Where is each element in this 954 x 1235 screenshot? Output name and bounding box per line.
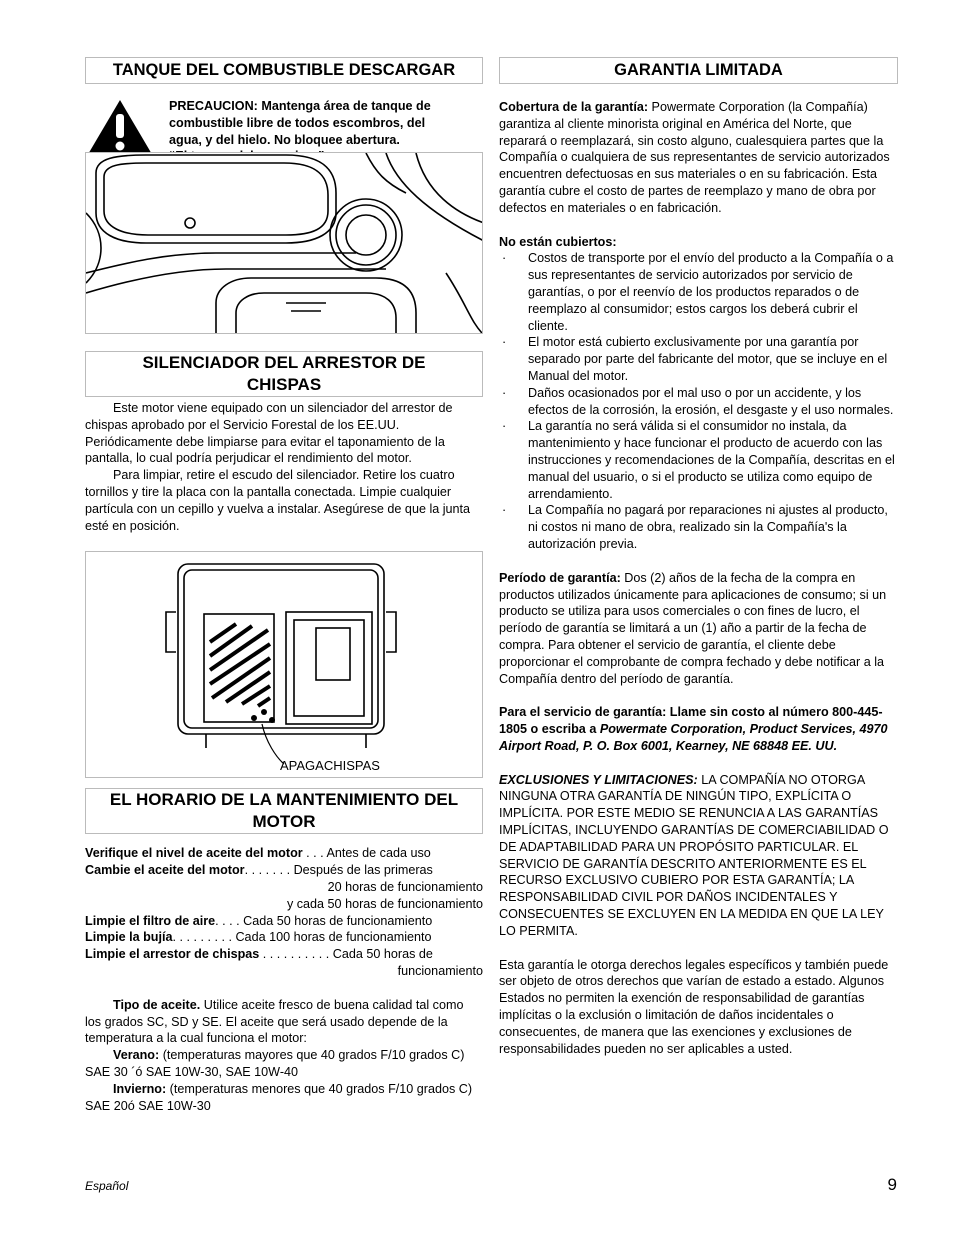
spark-arrestor-heading [85,351,483,397]
schedule-row-spark-plug: Limpie la bujía. . . . . . . . . Cada 100 horas de funcionamiento [85,930,432,945]
page-number: 9 [887,1175,897,1194]
maintenance-schedule [85,845,483,979]
not-covered-item-3: · Daños ocasionados por el mal uso o por un accidente, y los efectos de la corrosión, la erosión, el desgaste y el uso normales. [502,385,894,417]
schedule-row-spark-arrestor: Limpie el arrestor de chispas . . . . . . . . . . Cada 50 horas de [85,947,433,962]
not-covered-item-1: · Costos de transporte por el envío del producto a la Compañía o a sus representantes de servicio autorizados por servicio de garantías, o por el reenvío de los productos reparados o de reemplazo al consumidor; estos cargos los deberá cubrir el cliente. [502,251,894,333]
footer-language: Español [85,1179,129,1193]
oil-type-section [85,997,483,1115]
winter-oil-paragraph: Invierno: (temperaturas menores que 40 grados F/10 grados C) SAE 20ó SAE 10W-30 [85,1081,473,1113]
left-column [85,57,483,1114]
warranty-coverage-paragraph: Cobertura de la garantía: Powermate Corporation (la Compañía) garantiza al cliente minorista original en América del Norte, que reparará o reemplazará, sin costo alguno, cualesquiera partes que la Compañía o cualquiera de sus representantes de servicio autorizados encuentren defectuosas en sus materiales o en su fabricación. Esta garantía cubre el costo de partes de reemplazo y mano de obra por defectos en materiales o en fabricación. [499,100,890,215]
warranty-heading: GARANTIA LIMITADA [499,57,898,84]
caution-line-2: combustible libre de todos escombros, del [169,115,426,130]
spark-arrestor-figure-label: APAGACHISPAS [280,758,380,774]
spark-arrestor-paragraph-1: Este motor viene equipado con un silenciador del arrestor de chispas aprobado por el Servicio Forestal de los EE.UU. Periódicamente debe limpiarse para evitar el taponamiento de la pantalla, lo cual podría perjudicar el rendimiento del motor. [85,401,453,466]
exclusions-paragraph: EXCLUSIONES Y LIMITACIONES: LA COMPAÑÍA NO OTORGA NINGUNA OTRA GARANTÍA DE NINGÚN TIPO, EXPLÍCITA O IMPLÍCITA. POR ESTE MEDIO SE RENUNCIA A LAS GARANTÍAS IMPLÍCITAS, INCLUYENDO GARANTÍAS DE COMERCIABILIDAD O DE ADAPTABILIDAD PARA UN PROPÓSITO PARTICULAR. EL SERVICIO DE GARANTÍA DESCRITO ANTERIORMENTE ES EL RECURSO EXCLUSIVO CUBIERO POR ESTA GARANTÍA; LA RESPONSABILIDAD CIVIL POR DAÑOS INCIDENTALES Y CONSECUENTES SE EXCLUYEN EN LA MEDIDA EN QUE LA LEY LO PERMITA. [499,772,889,938]
right-column [499,57,898,1057]
warranty-period-paragraph: Período de garantía: Dos (2) años de la fecha de la compra en productos utilizados únicamente para aplicaciones de consumo; si un producto se utiliza para usos comerciales o con fines de lucro, el período de garantía se limitará a un (1) año a partir de la fecha de compra. Para obtener el servicio de garantía, el cliente debe proporcionar el comprobante de compra fechado y debe notificar a la Compañía dentro del período de garantía. [499,570,887,686]
spark-arrestor-figure [85,551,483,778]
schedule-row-spark-arrestor-line-2: funcionamiento [397,963,483,978]
maintenance-heading-line-2: MOTOR [252,812,316,832]
summer-oil-paragraph: Verano: (temperaturas mayores que 40 grados F/10 grados C) SAE 30 ´ó SAE 10W-30, SAE 10W-40 [85,1048,465,1079]
not-covered-label: No están cubiertos: [499,234,617,249]
spark-arrestor-heading-line-1: SILENCIADOR DEL ARRESTOR DE [142,353,426,372]
fuel-tank-figure [85,152,483,334]
schedule-row-oil-change-line-2: 20 horas de funcionamiento [327,879,483,894]
spark-arrestor-heading-line-2: CHISPAS [246,375,322,394]
maintenance-heading [85,788,483,834]
schedule-row-air-filter: Limpie el filtro de aire. . . . Cada 50 horas de funcionamiento [85,913,433,928]
fuel-tank-heading: TANQUE DEL COMBUSTIBLE DESCARGAR [85,57,483,84]
oil-type-paragraph: Tipo de aceite. Utilice aceite fresco de buena calidad tal como los grados SC, SD y SE. El aceite que será usado depende de la temperatura a la cual funciona el motor: [85,997,464,1046]
not-covered-item-4: · La garantía no será válida si el consumidor no instala, da mantenimiento y hace funcionar el producto de acuerdo con las instrucciones y recomendaciones de la Compañía, descritas en el manual del usuario, o si el producto se utiliza como equipo de arrendamiento. [502,419,895,501]
schedule-row-oil-change: Cambie el aceite del motor. . . . . . . Después de las primeras [85,863,433,878]
schedule-row-oil-change-line-3: y cada 50 horas de funcionamiento [286,896,483,911]
schedule-row-oil-check: Verifique el nivel de aceite del motor . . . Antes de cada uso [85,846,431,861]
warranty-service-paragraph: Para el servicio de garantía: Llame sin costo al número 800-445-1805 o escriba a Powermate Corporation, Product Services, 4970 Airport Road, P. O. Box 6001, Kearney, NE 68848 EE. UU. [499,705,888,753]
not-covered-item-2: · El motor está cubierto exclusivamente por una garantía por separado por parte del fabricante del motor, que se incluye en el Manual del motor. [502,335,888,383]
spark-arrestor-paragraph-2: Para limpiar, retire el escudo del silenciador. Retire los cuatro tornillos y tire la placa con la pantalla conectada. Limpie cualquier partícula con un cepillo y vuelva a instalar. Asegúrese de que la junta esté en posición. [85,468,471,533]
caution-line-1: PRECAUCION: Mantenga área de tanque de [169,99,431,113]
caution-line-3: agua, y del hielo. No bloquee abertura. [169,132,400,147]
spark-arrestor-body [85,400,483,534]
maintenance-heading-line-1: EL HORARIO DE LA MANTENIMIENTO DEL [109,790,459,810]
legal-rights-paragraph: Esta garantía le otorga derechos legales específicos y también puede ser objeto de otros derechos que varían de estado a estado. Algunos Estados no permiten la exención de responsabilidad de garantías implícitas o la exclusión o limitación de daños incidentales o consecuentes, de manera que las exenciones y exclusiones de responsabilidades pueden no ser aplicables a usted. [499,957,889,1056]
not-covered-item-5: · La Compañía no pagará por reparaciones ni ajustes al producto, ni costos ni mano de obra, realizado sin la Compañía's la autorización previa. [502,503,888,551]
